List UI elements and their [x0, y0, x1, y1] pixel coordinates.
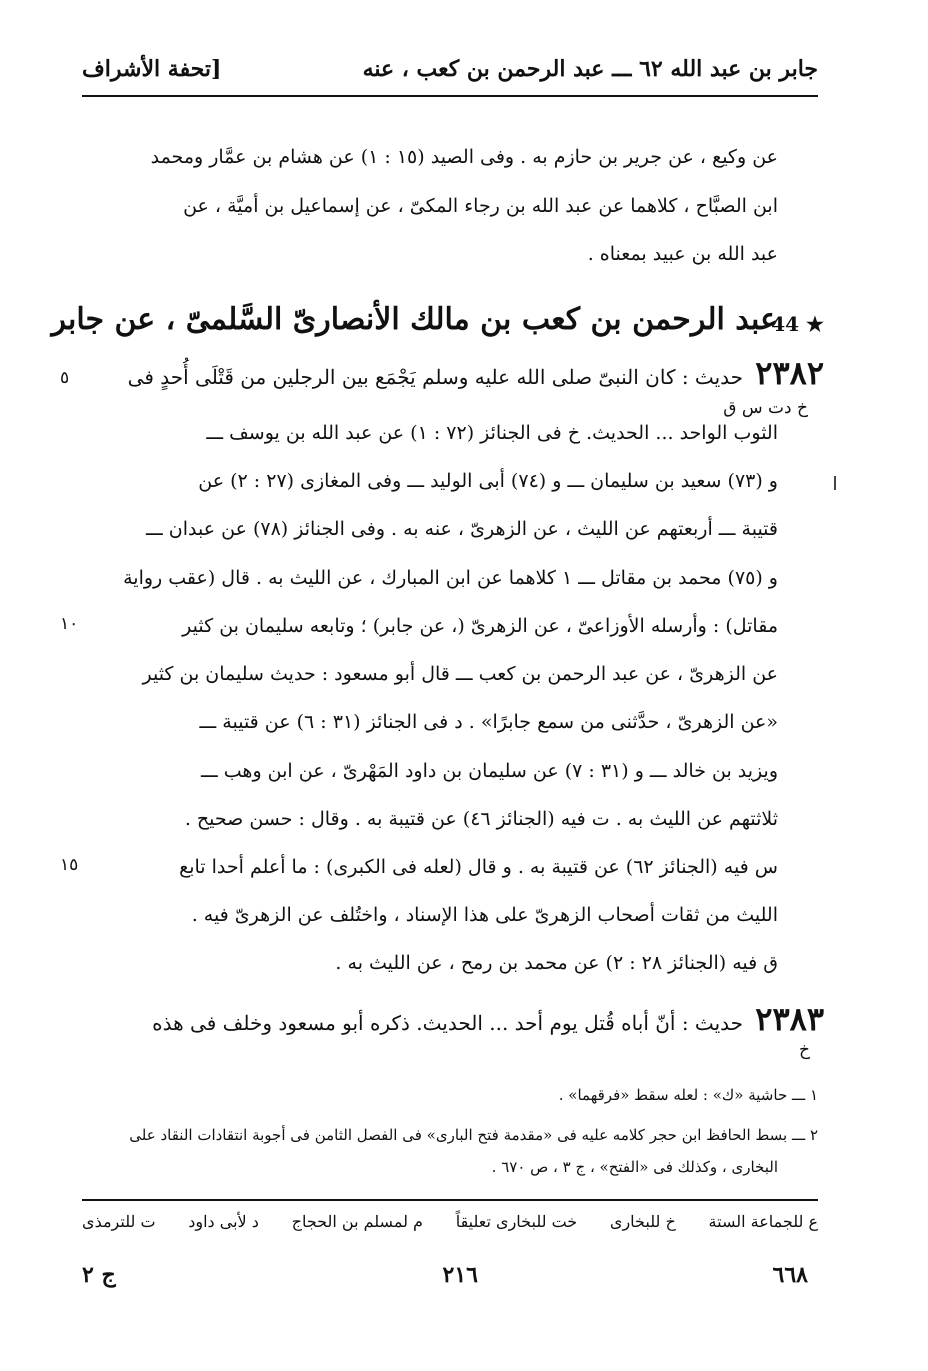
intro-line: عبد الله بن عبيد بمعناه . [587, 243, 778, 265]
hadith-line: «عن الزهرىّ ، حدَّثنى من سمع جابرًا» . د فى الجنائز (٣١ : ٦) عن قتيبة ـــ [199, 711, 778, 733]
legend-item: د لأبى داود [188, 1212, 259, 1231]
hadith-line: و (٧٣) سعيد بن سليمان ـــ و (٧٤) أبى الوليد ـــ وفى المغازى (٢٧ : ٢) عن [198, 470, 778, 492]
footnote: ١ ـــ حاشية «ك» : لعله سقط «فرقهما» . [558, 1086, 818, 1104]
intro-line: ابن الصبَّاح ، كلاهما عن عبد الله بن رجاء المكىّ ، عن إسماعيل بن أميَّة ، عن [183, 195, 778, 217]
hadith-first-line: حديث : أنّ أباه قُتل يوم أحد ... الحديث. ذكره أبو مسعود وخلف فى هذه [152, 1011, 743, 1035]
hadith-line: مقاتل) : وأرسله الأوزاعىّ ، عن الزهرىّ (، عن جابر) ؛ وتابعه سليمان بن كثير [182, 615, 778, 637]
hadith-sigla: خ دت س ق [723, 398, 808, 418]
legend-item: ت للترمذى [82, 1212, 156, 1231]
page-number-center: ٢١٦ [442, 1262, 478, 1288]
footnote: البخارى ، وكذلك فى «الفتح» ، ج ٣ ، ص ٦٧٠ . [491, 1158, 778, 1176]
legend-item: ع للجماعة الستة [708, 1212, 818, 1231]
margin-mark [834, 476, 836, 490]
hadith-line: ويزيد بن خالد ـــ و (٣١ : ٧) عن سليمان بن داود المَهْرىّ ، عن ابن وهب ـــ [201, 760, 778, 782]
hadith-line: و (٧٥) محمد بن مقاتل ـــ ١ كلاهما عن ابن المبارك ، عن الليث به . قال (عقب رواية [123, 567, 778, 589]
header-title: جابر بن عبد الله ٦٢ ـــ عبد الرحمن بن كعب ، عنه [362, 56, 818, 82]
margin-line-number: ٥ [60, 368, 70, 388]
hadith-line: قتيبة ـــ أربعتهم عن الليث ، عن الزهرىّ ، عنه به . وفى الجنائز (٧٨) عن عبدان ـــ [146, 518, 778, 540]
hadith-first-line: حديث : كان النبىّ صلى الله عليه وسلم يَجْمَع بين الرجلين من قَتْلَى أُحدٍ فى [127, 365, 743, 389]
legend-item: خت للبخارى تعليقاً [455, 1212, 578, 1231]
footnote: ٢ ـــ بسط الحافظ ابن حجر كلامه عليه فى «مقدمة فتح البارى» فى الفصل الثامن فى أجوبة انتقادات النقاد على [129, 1126, 818, 1144]
running-header [82, 52, 818, 88]
hadith-number: ٢٣٨٣ [755, 1000, 824, 1038]
hadith-sigla: خ [799, 1040, 810, 1060]
header-rule [82, 95, 818, 97]
sigla-legend [82, 1212, 818, 1231]
hadith-line: عن الزهرىّ ، عن عبد الرحمن بن كعب ـــ قال أبو مسعود : حديث سليمان بن كثير [142, 663, 778, 685]
margin-line-number: ١٠ [60, 614, 79, 634]
legend-item: م لمسلم بن الحجاج [291, 1212, 423, 1231]
margin-line-number: ١٥ [60, 855, 79, 875]
intro-line: عن وكيع ، عن جرير بن حازم به . وفى الصيد (١٥ : ١) عن هشام بن عمَّار ومحمد [150, 146, 778, 168]
section-number: 44 ★ [771, 312, 824, 336]
hadith-line: الثوب الواحد ... الحديث. خ فى الجنائز (٧٢ : ١) عن عبد الله بن يوسف ـــ [206, 422, 778, 444]
hadith-line: س فيه (الجنائز ٦٢) عن قتيبة به . و قال (لعله فى الكبرى) : ما أعلم أحدا تابع [179, 856, 778, 878]
hadith-line: ق فيه (الجنائز ٢٨ : ٢) عن محمد بن رمح ، عن الليث به . [335, 952, 778, 974]
page-number-right: ٦٦٨ [772, 1262, 808, 1288]
hadith-number: ٢٣٨٢ [755, 354, 824, 392]
volume-number: ج ٢ [82, 1262, 116, 1288]
section-title: عبد الرحمن بن كعب بن مالك الأنصارىّ السَّلمىّ ، عن جابر [51, 302, 778, 337]
hadith-line: الليث من ثقات أصحاب الزهرىّ على هذا الإسناد ، واختُلف عن الزهرىّ فيه . [191, 904, 778, 926]
header-book-name: [تحفة الأشراف [82, 56, 222, 82]
legend-item: خ للبخارى [609, 1212, 676, 1231]
footer-rule [82, 1199, 818, 1201]
hadith-line: ثلاثتهم عن الليث به . ت فيه (الجنائز ٤٦) عن قتيبة به . وقال : حسن صحيح . [184, 808, 778, 830]
